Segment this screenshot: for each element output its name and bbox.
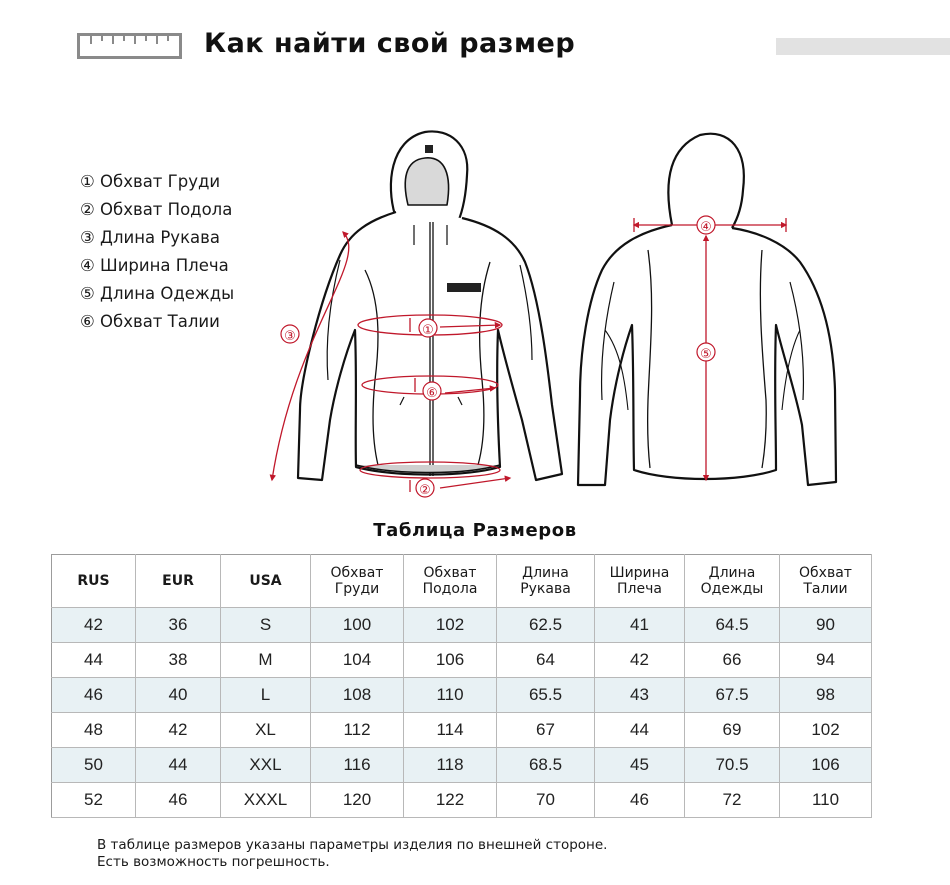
table-row: [52, 643, 872, 678]
legend-item-hem: ② Обхват Подола: [80, 200, 233, 219]
legend-item-waist: ⑥ Обхват Талии: [80, 312, 220, 331]
table-cell: 46: [136, 783, 221, 818]
table-cell: 50: [52, 748, 136, 783]
table-cell: 106: [780, 748, 872, 783]
table-cell: 112: [311, 713, 404, 748]
table-cell: 122: [404, 783, 497, 818]
table-cell: 104: [311, 643, 404, 678]
table-cell: 106: [404, 643, 497, 678]
table-cell: 68.5: [497, 748, 595, 783]
decorative-bar: [776, 38, 950, 55]
header-chest: Обхват Груди: [311, 555, 404, 608]
table-cell: 90: [780, 608, 872, 643]
table-cell: S: [221, 608, 311, 643]
table-cell: 98: [780, 678, 872, 713]
note-line-1: В таблице размеров указаны параметры изделия по внешней стороне.: [97, 837, 608, 853]
table-note: [97, 837, 607, 871]
note-line-2: Есть возможность погрешность.: [97, 854, 330, 870]
table-cell: 66: [685, 643, 780, 678]
table-row: [52, 713, 872, 748]
marker-waist: ⑥: [426, 386, 438, 401]
marker-sleeve: ③: [284, 329, 296, 344]
table-cell: M: [221, 643, 311, 678]
table-cell: 44: [136, 748, 221, 783]
table-cell: 41: [595, 608, 685, 643]
table-cell: 44: [52, 643, 136, 678]
table-cell: 38: [136, 643, 221, 678]
table-row: [52, 783, 872, 818]
table-row: [52, 678, 872, 713]
header-length: Длина Одежды: [685, 555, 780, 608]
table-cell: 69: [685, 713, 780, 748]
table-title: Таблица Размеров: [373, 520, 577, 541]
table-cell: 102: [780, 713, 872, 748]
table-header-row: [52, 555, 872, 608]
jacket-measurement-diagram: [262, 125, 852, 500]
table-cell: 70.5: [685, 748, 780, 783]
marker-length: ⑤: [700, 347, 712, 362]
jacket-back: [578, 134, 836, 485]
table-cell: 64: [497, 643, 595, 678]
table-cell: 110: [404, 678, 497, 713]
header-eur: EUR: [136, 555, 221, 608]
marker-hem: ②: [419, 483, 431, 498]
table-cell: 40: [136, 678, 221, 713]
table-cell: XXL: [221, 748, 311, 783]
table-cell: 62.5: [497, 608, 595, 643]
table-cell: 70: [497, 783, 595, 818]
table-cell: 118: [404, 748, 497, 783]
table-cell: 44: [595, 713, 685, 748]
table-cell: 42: [52, 608, 136, 643]
table-cell: 114: [404, 713, 497, 748]
legend-item-shoulder: ④ Ширина Плеча: [80, 256, 229, 275]
table-cell: 46: [52, 678, 136, 713]
header-usa: USA: [221, 555, 311, 608]
table-cell: 67: [497, 713, 595, 748]
legend-item-sleeve: ③ Длина Рукава: [80, 228, 220, 247]
table-cell: 110: [780, 783, 872, 818]
header-rus: RUS: [52, 555, 136, 608]
table-cell: 108: [311, 678, 404, 713]
table-cell: 48: [52, 713, 136, 748]
table-cell: 45: [595, 748, 685, 783]
table-row: [52, 608, 872, 643]
table-cell: XL: [221, 713, 311, 748]
page-title: Как найти свой размер: [204, 28, 576, 59]
table-cell: 94: [780, 643, 872, 678]
table-cell: XXXL: [221, 783, 311, 818]
table-cell: 67.5: [685, 678, 780, 713]
table-cell: 42: [595, 643, 685, 678]
size-table: [51, 554, 872, 818]
table-cell: 116: [311, 748, 404, 783]
header-waist: Обхват Талии: [780, 555, 872, 608]
table-cell: L: [221, 678, 311, 713]
header-hem: Обхват Подола: [404, 555, 497, 608]
ruler-icon: [77, 33, 182, 59]
jacket-front: [298, 131, 562, 480]
table-row: [52, 748, 872, 783]
measurement-legend: [80, 168, 234, 336]
table-cell: 64.5: [685, 608, 780, 643]
table-cell: 65.5: [497, 678, 595, 713]
marker-shoulder: ④: [700, 220, 712, 235]
table-cell: 43: [595, 678, 685, 713]
table-cell: 120: [311, 783, 404, 818]
marker-chest: ①: [422, 323, 434, 338]
legend-item-length: ⑤ Длина Одежды: [80, 284, 235, 303]
legend-item-chest: ① Обхват Груди: [80, 172, 221, 191]
header-sleeve: Длина Рукава: [497, 555, 595, 608]
table-cell: 46: [595, 783, 685, 818]
table-cell: 42: [136, 713, 221, 748]
table-cell: 72: [685, 783, 780, 818]
table-cell: 36: [136, 608, 221, 643]
table-cell: 100: [311, 608, 404, 643]
table-cell: 102: [404, 608, 497, 643]
table-cell: 52: [52, 783, 136, 818]
header-shoulder: Ширина Плеча: [595, 555, 685, 608]
